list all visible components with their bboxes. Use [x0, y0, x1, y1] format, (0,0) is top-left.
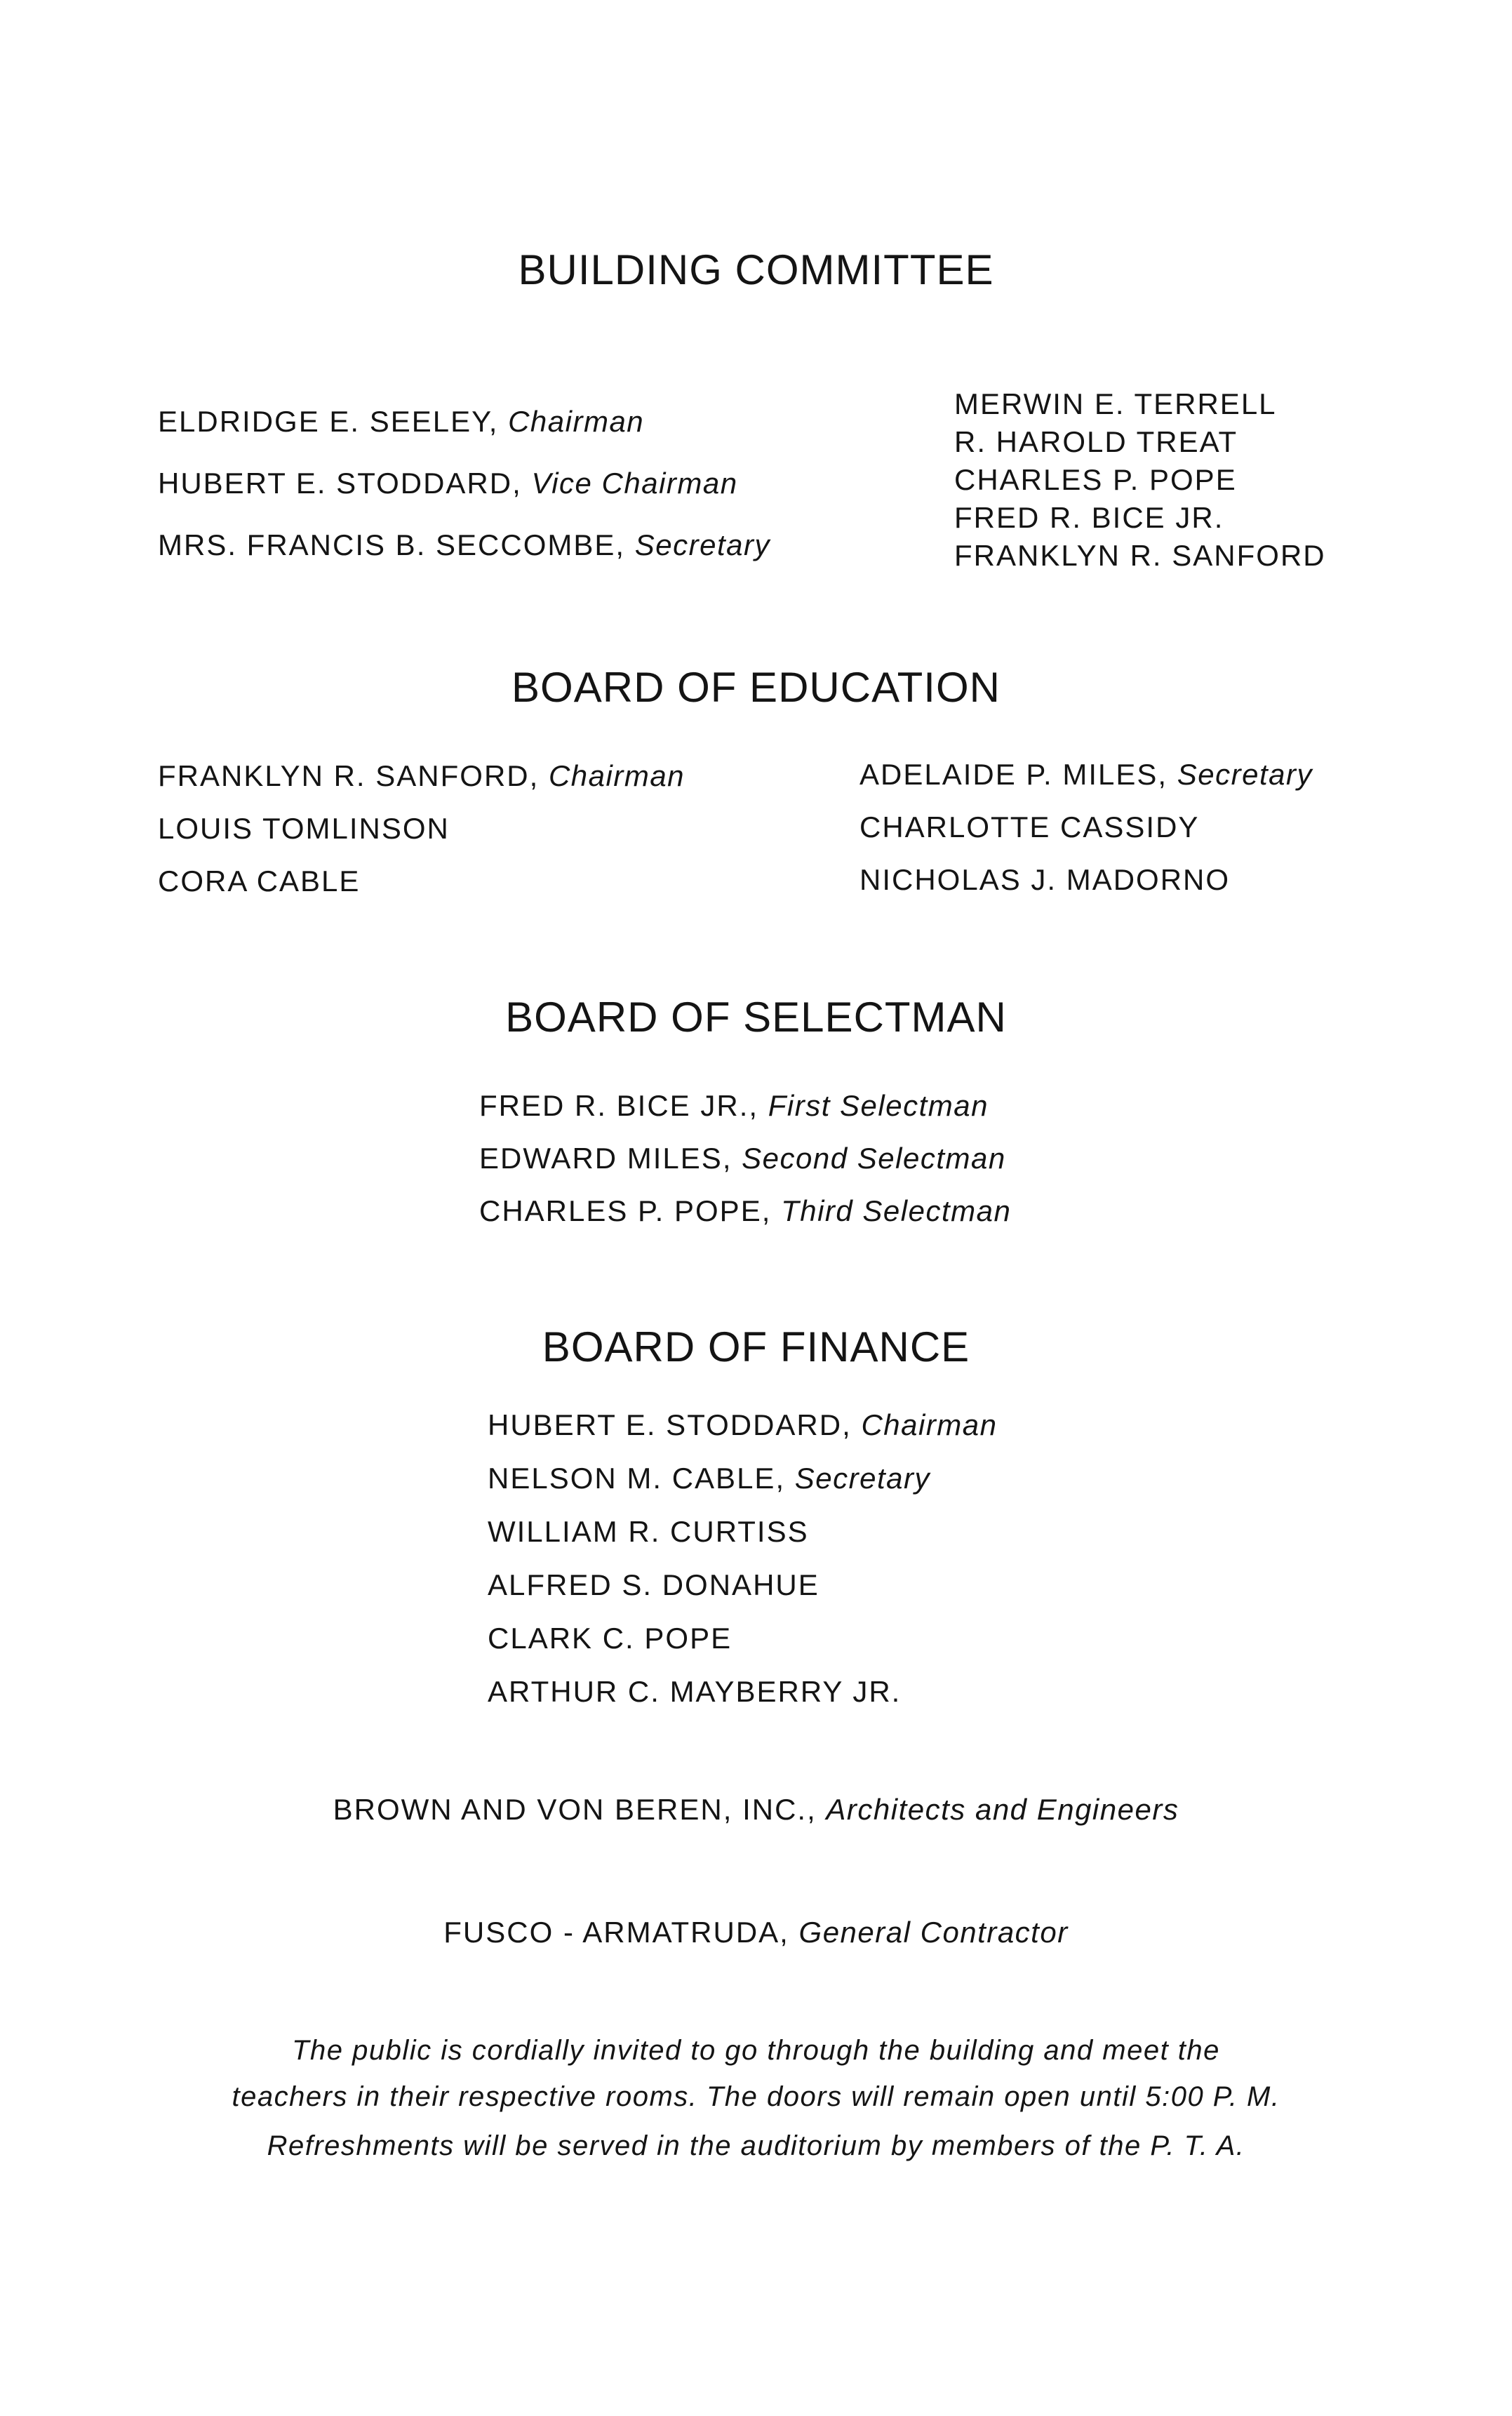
board-of-education-member: [859, 760, 1313, 789]
finance-member: WILLIAM R. CURTISS: [488, 1515, 809, 1548]
architects-name: BROWN AND VON BEREN, INC.,: [333, 1793, 817, 1826]
building-committee-member: [158, 469, 738, 498]
member-role: Secretary: [1177, 758, 1313, 791]
finance-member: CLARK C. POPE: [488, 1622, 732, 1655]
member-name: FRANKLYN R. SANFORD,: [158, 759, 540, 792]
selectman-member: [479, 1196, 1011, 1226]
building-committee-member: CHARLES P. POPE: [954, 463, 1237, 496]
finance-member: [488, 1464, 930, 1493]
board-of-education-member: LOUIS TOMLINSON: [158, 812, 450, 845]
selectman-member: [479, 1144, 1006, 1173]
invitation-line: Refreshments will be served in the auditorium by members of the P. T. A.: [267, 2130, 1245, 2161]
building-committee-member: FRED R. BICE JR.: [954, 501, 1224, 534]
member-role: Chairman: [861, 1408, 998, 1441]
board-of-finance-heading: BOARD OF FINANCE: [542, 1323, 970, 1370]
member-role: Chairman: [508, 405, 645, 438]
building-committee-member: [158, 530, 770, 560]
board-of-education-member: [158, 761, 685, 791]
building-committee-member: [158, 407, 644, 436]
board-of-education-member: CHARLOTTE CASSIDY: [859, 810, 1200, 843]
member-name: CHARLES P. POPE,: [479, 1194, 772, 1227]
contractor-line: [0, 1916, 1512, 1949]
contractor-role: General Contractor: [798, 1916, 1069, 1949]
invitation-line: teachers in their respective rooms. The doors will remain open until 5:00 P. M.: [232, 2081, 1280, 2112]
architects-line: [0, 1793, 1512, 1827]
member-name: ADELAIDE P. MILES,: [859, 758, 1168, 791]
member-role: Secretary: [794, 1462, 931, 1495]
member-name: HUBERT E. STODDARD,: [488, 1408, 852, 1441]
finance-member: ALFRED S. DONAHUE: [488, 1568, 819, 1601]
board-of-education-member: NICHOLAS J. MADORNO: [859, 863, 1231, 896]
member-name: FRED R. BICE JR.,: [479, 1089, 759, 1122]
building-committee-member: R. HAROLD TREAT: [954, 425, 1238, 458]
building-committee-heading: BUILDING COMMITTEE: [518, 246, 994, 293]
member-role: Third Selectman: [781, 1194, 1012, 1227]
member-role: Chairman: [548, 759, 685, 792]
member-role: Secretary: [634, 528, 770, 561]
contractor-name: FUSCO - ARMATRUDA,: [443, 1916, 789, 1949]
member-role: First Selectman: [768, 1089, 989, 1122]
member-role: Second Selectman: [742, 1142, 1006, 1175]
finance-member: [488, 1410, 998, 1440]
board-of-education-member: CORA CABLE: [158, 865, 361, 897]
member-name: HUBERT E. STODDARD,: [158, 467, 522, 500]
member-role: Vice Chairman: [531, 467, 738, 500]
board-of-selectman-heading: BOARD OF SELECTMAN: [505, 994, 1007, 1041]
building-committee-member: FRANKLYN R. SANFORD: [954, 539, 1326, 572]
building-committee-member: MERWIN E. TERRELL: [954, 387, 1277, 420]
finance-member: ARTHUR C. MAYBERRY JR.: [488, 1675, 902, 1708]
member-name: ELDRIDGE E. SEELEY,: [158, 405, 499, 438]
board-of-education-heading: BOARD OF EDUCATION: [511, 664, 1001, 711]
member-name: NELSON M. CABLE,: [488, 1462, 786, 1495]
member-name: MRS. FRANCIS B. SECCOMBE,: [158, 528, 626, 561]
invitation-line: The public is cordially invited to go through the building and meet the: [292, 2035, 1220, 2066]
member-name: EDWARD MILES,: [479, 1142, 732, 1175]
selectman-member: [479, 1091, 989, 1121]
architects-role: Architects and Engineers: [826, 1793, 1179, 1826]
